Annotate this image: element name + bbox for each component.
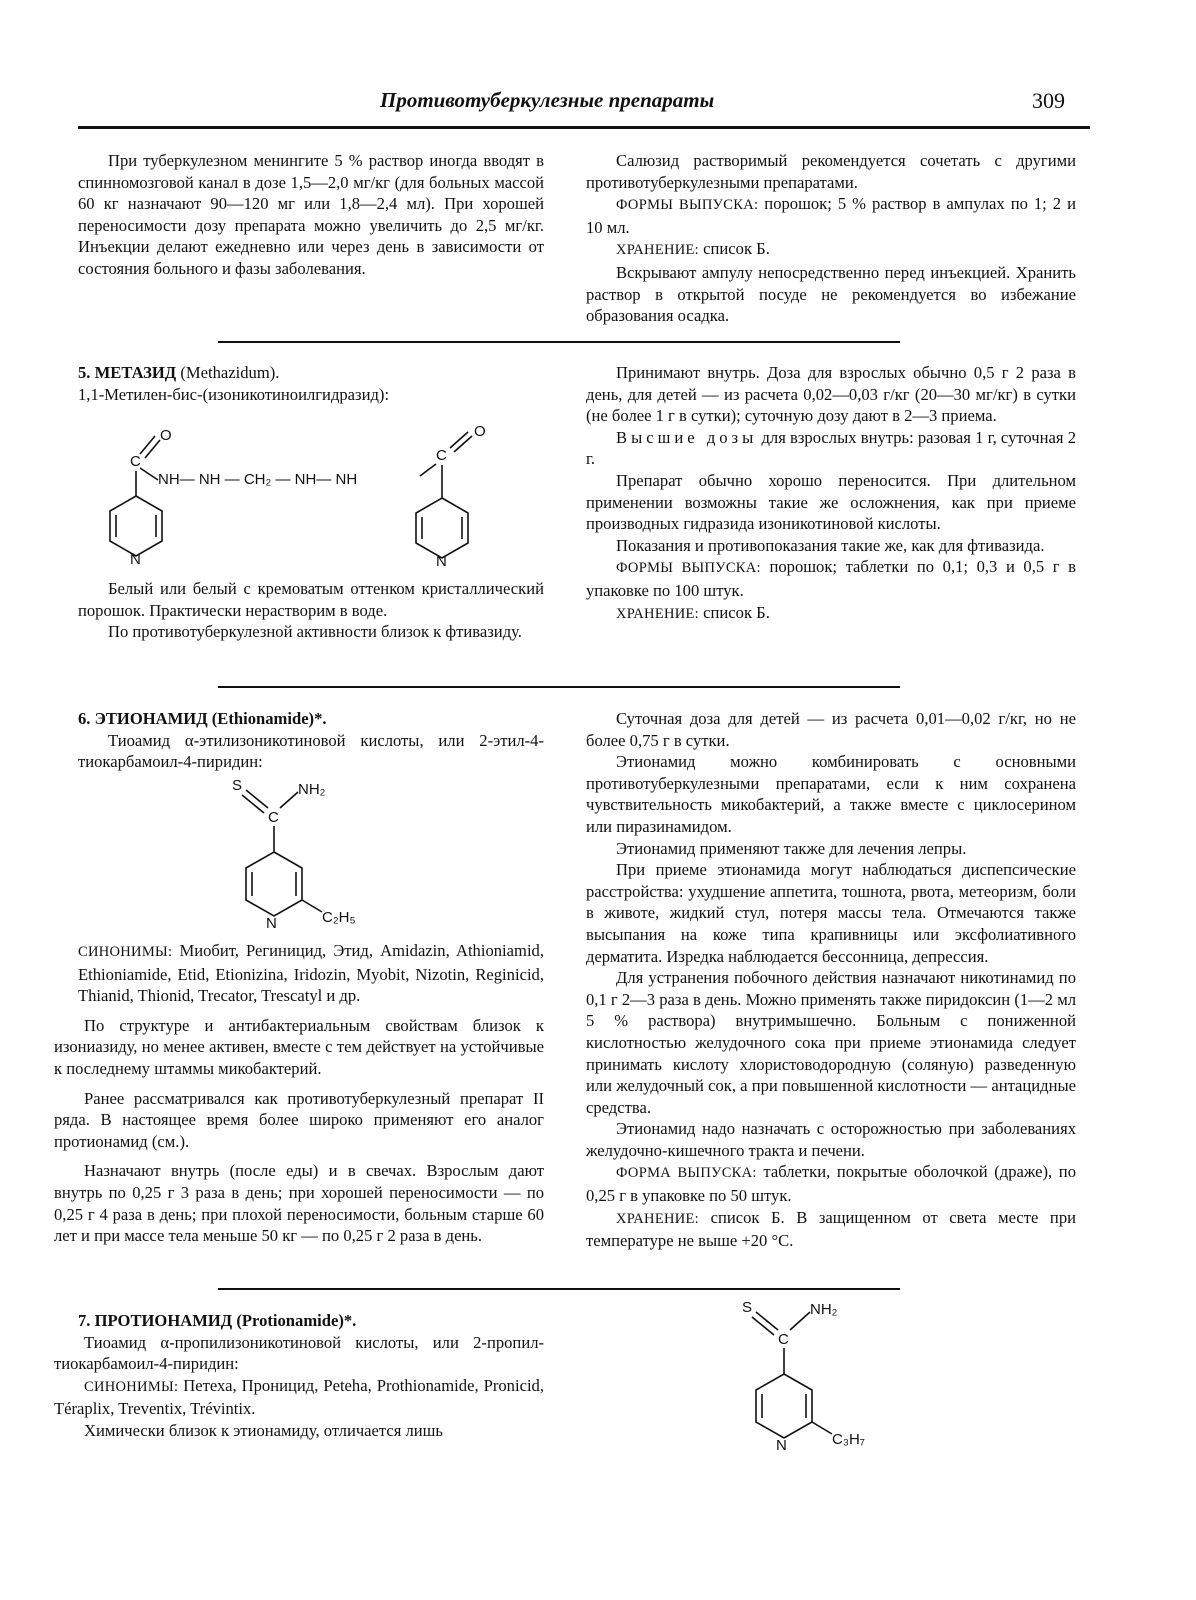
paragraph: Белый или белый с кремоватым оттенком кристаллический порошок. Практически нерастворим в воде. xyxy=(78,579,544,620)
formula-atom: S xyxy=(742,1299,753,1316)
paragraph: Показания и противопоказания такие же, как для фтивазида. xyxy=(616,535,1045,555)
running-header-title: Противотуберкулезные препараты xyxy=(380,88,715,112)
formula-atom: C xyxy=(130,453,141,470)
formula-atom: N xyxy=(436,553,447,570)
label-synonyms: СИНОНИМЫ: xyxy=(84,1378,179,1395)
paragraph: Салюзид растворимый рекомендуется сочетать с другими противотуберкулезными препаратами. xyxy=(586,151,1076,192)
paragraph: Этионамид надо назначать с осторожностью при заболеваниях желудочно-кишечного тракта и печени. xyxy=(586,1119,1076,1160)
label-storage: ХРАНЕНИЕ: xyxy=(616,1210,700,1227)
metazid-structural-formula xyxy=(90,418,520,578)
formula-atom: C xyxy=(436,447,447,464)
protionamide-chem-name: Тиоамид α-пропилизоникотиновой кислоты, или 2-пропил-тиокарбамоил-4-пиридин: xyxy=(54,1332,544,1374)
paragraph: При приеме этионамида могут наблюдаться диспепсические расстройства: ухудшение аппетита, тошнота, рвота, метеоризм, боли в животе, жидкий стул, потеря массы тела. Отмечаются также высыпания на коже типа крапивницы или эксфолиативного дерматита. Изредка наблюдается бессонница, депрессия. xyxy=(586,860,1076,966)
formula-group: C₃H₇ xyxy=(832,1431,865,1448)
synonyms-paragraph xyxy=(54,940,544,1007)
section-separator xyxy=(218,686,900,688)
metazid-heading: 5. МЕТАЗИД xyxy=(78,363,177,382)
label-form: ФОРМА ВЫПУСКА: xyxy=(616,1165,757,1182)
paragraph: Суточная доза для детей — из расчета 0,01—0,02 г/кг, но не более 0,75 г в сутки. xyxy=(586,709,1076,750)
label-synonyms: СИНОНИМЫ: xyxy=(78,944,173,960)
label-storage: ХРАНЕНИЕ: xyxy=(616,242,700,259)
formula-group: NH₂ xyxy=(810,1301,838,1318)
synonyms-paragraph xyxy=(54,1375,544,1420)
text: порошок; таблетки по 0,1; 0,3 и 0,5 г в упаковке по 100 штук. xyxy=(586,557,1077,600)
page-number: 309 xyxy=(1032,88,1065,113)
block1-left-column xyxy=(78,150,544,280)
paragraph xyxy=(586,238,1076,262)
paragraph: По противотуберкулезной активности близок к фтивазиду. xyxy=(108,622,522,642)
header-rule xyxy=(78,126,1090,129)
metazid-left-text xyxy=(78,578,544,643)
formula-atom: C xyxy=(268,809,279,826)
ethionamide-right-column xyxy=(586,708,1076,1252)
text: для взрослых внутрь: разовая 1 г, суточная 2 г. xyxy=(586,427,1076,469)
protionamide-structural-formula xyxy=(720,1290,900,1460)
formula-atom: O xyxy=(160,427,172,444)
formula-atom: C xyxy=(778,1331,789,1348)
paragraph xyxy=(586,427,1076,470)
formula-atom: O xyxy=(474,423,486,440)
synonyms-text: Миобит, Региницид, Этид, Amidazin, Athioniamid, Ethioniamide, Etid, Etionizina, Iridozin, Myobit, Nizotin, Reginicid, Thianid, Thionid, Trecator, Trescatyl и др. xyxy=(78,941,544,1006)
label-forms: ФОРМЫ ВЫПУСКА: xyxy=(616,197,759,214)
formula-atom: N xyxy=(130,551,141,568)
paragraph xyxy=(586,602,1076,626)
formula-chain: NH— NH — CH₂ — NH— NH xyxy=(158,471,358,488)
paragraph xyxy=(586,1207,1076,1252)
paragraph: Этионамид применяют также для лечения лепры. xyxy=(616,838,967,858)
block1-right-column xyxy=(586,150,1076,327)
paragraph: Этионамид можно комбинировать с основными противотуберкулезными препаратами, если к ним сохранена чувствительность микобактерий, а также вместе с циклосерином или пиразинамидом. xyxy=(586,752,1076,836)
storage-text: список Б. xyxy=(699,239,770,259)
paragraph xyxy=(586,556,1076,601)
ethionamide-left-header xyxy=(78,708,544,773)
protionamide-heading: 7. ПРОТИОНАМИД (Protionamide)*. xyxy=(78,1311,357,1330)
label-storage: ХРАНЕНИЕ: xyxy=(616,605,700,622)
paragraph: Ранее рассматривался как противотуберкулезный препарат II ряда. В настоящее время более широко применяют его аналог протионамид (см.). xyxy=(54,1088,544,1151)
formula-atom: S xyxy=(232,777,243,794)
metazid-chem-name: 1,1-Метилен-бис-(изоникотиноилгидразид): xyxy=(78,384,390,404)
ethionamide-chem-name: Тиоамид α-этилизоникотиновой кислоты, или 2-этил-4-тиокарбамоил-4-пиридин: xyxy=(78,730,544,772)
text: список Б. xyxy=(699,602,770,622)
section-separator xyxy=(218,341,900,343)
metazid-heading-line xyxy=(78,362,544,384)
paragraph xyxy=(586,193,1076,238)
metazid-left-column xyxy=(78,362,544,405)
formula-group: C₂H₅ xyxy=(322,909,356,926)
text: таблетки, покрытые оболочкой (драже), по 0,25 г в упаковке по 50 штук. xyxy=(586,1162,1076,1206)
spaced-term: Высшие дозы xyxy=(616,427,758,447)
formula-atom: N xyxy=(266,915,277,932)
metazid-latin: (Methazidum). xyxy=(176,363,280,382)
paragraph: Принимают внутрь. Доза для взрослых обычно 0,5 г 2 раза в день, для детей — из расчета 0,02—0,03 г/кг (20—30 мг/кг) в сутки (не более 1 г в сутки); суточную дозу дают в 2—3 приема. xyxy=(586,363,1076,426)
ethionamide-left-text xyxy=(54,940,544,1247)
forms-text: порошок; 5 % раствор в ампулах по 1; 2 и 10 мл. xyxy=(586,194,1076,237)
paragraph: По структуре и антибактериальным свойствам близок к изониазиду, но менее активен, вместе с тем действует на устойчивые к последнему штаммы микобактерий. xyxy=(54,1015,544,1078)
paragraph: Для устранения побочного действия назначают никотинамид по 0,1 г 2—3 раза в день. Можно применять также пиридоксин (1—2 мл 5 % раствора) внутримышечно. Больным с пониженной кислотностью желудочного сока при приеме этионамида следует принимать кислоту хлористоводородную (соляную) разведенную или желудочный сок, а при повышенной кислотности — антацидные средства. xyxy=(586,968,1076,1117)
synonyms-text: Петеха, Проницид, Peteha, Prothionamide, Pronicid, Téraplix, Treventix, Trévintix. xyxy=(54,1375,544,1419)
formula-atom: N xyxy=(776,1437,787,1454)
text: список Б. В защищенном от света месте при температуре не выше +20 °С. xyxy=(586,1207,1076,1251)
protionamide-left-column xyxy=(54,1310,544,1442)
paragraph: Химически близок к этионамиду, отличается лишь xyxy=(84,1420,444,1440)
ethionamide-heading: 6. ЭТИОНАМИД (Ethionamide)*. xyxy=(78,709,327,728)
paragraph: При туберкулезном менингите 5 % раствор иногда вводят в спинномозговой канал в дозе 1,5—2,0 мг/кг (для больных массой 60 кг назначают 90—120 мг или 1,8—2,4 мл). При хорошей переносимости дозу препарата можно увеличить до 2,5 мг/кг. Инъекции делают ежедневно или через день в зависимости от состояния больного и фазы заболевания. xyxy=(78,151,544,278)
paragraph: Вскрывают ампулу непосредственно перед инъекцией. Хранить раствор в открытой посуде не рекомендуется во избежание образования осадка. xyxy=(586,262,1076,326)
label-forms: ФОРМЫ ВЫПУСКА: xyxy=(616,560,761,577)
metazid-right-column xyxy=(586,362,1076,625)
paragraph: Назначают внутрь (после еды) и в свечах. Взрослым дают внутрь по 0,25 г 3 раза в день; при хорошей переносимости — по 0,25 г 4 раза в день; при плохой переносимости, больным старше 60 лет и при массе тела меньше 50 кг — по 0,25 г 2 раза в день. xyxy=(54,1161,544,1246)
ethionamide-structural-formula xyxy=(210,770,390,940)
paragraph xyxy=(586,1161,1076,1206)
formula-group: NH₂ xyxy=(298,781,326,798)
paragraph: Препарат обычно хорошо переносится. При длительном применении возможны такие же осложнения, как при приеме производных гидразида изоникотиновой кислоты. xyxy=(586,470,1076,534)
